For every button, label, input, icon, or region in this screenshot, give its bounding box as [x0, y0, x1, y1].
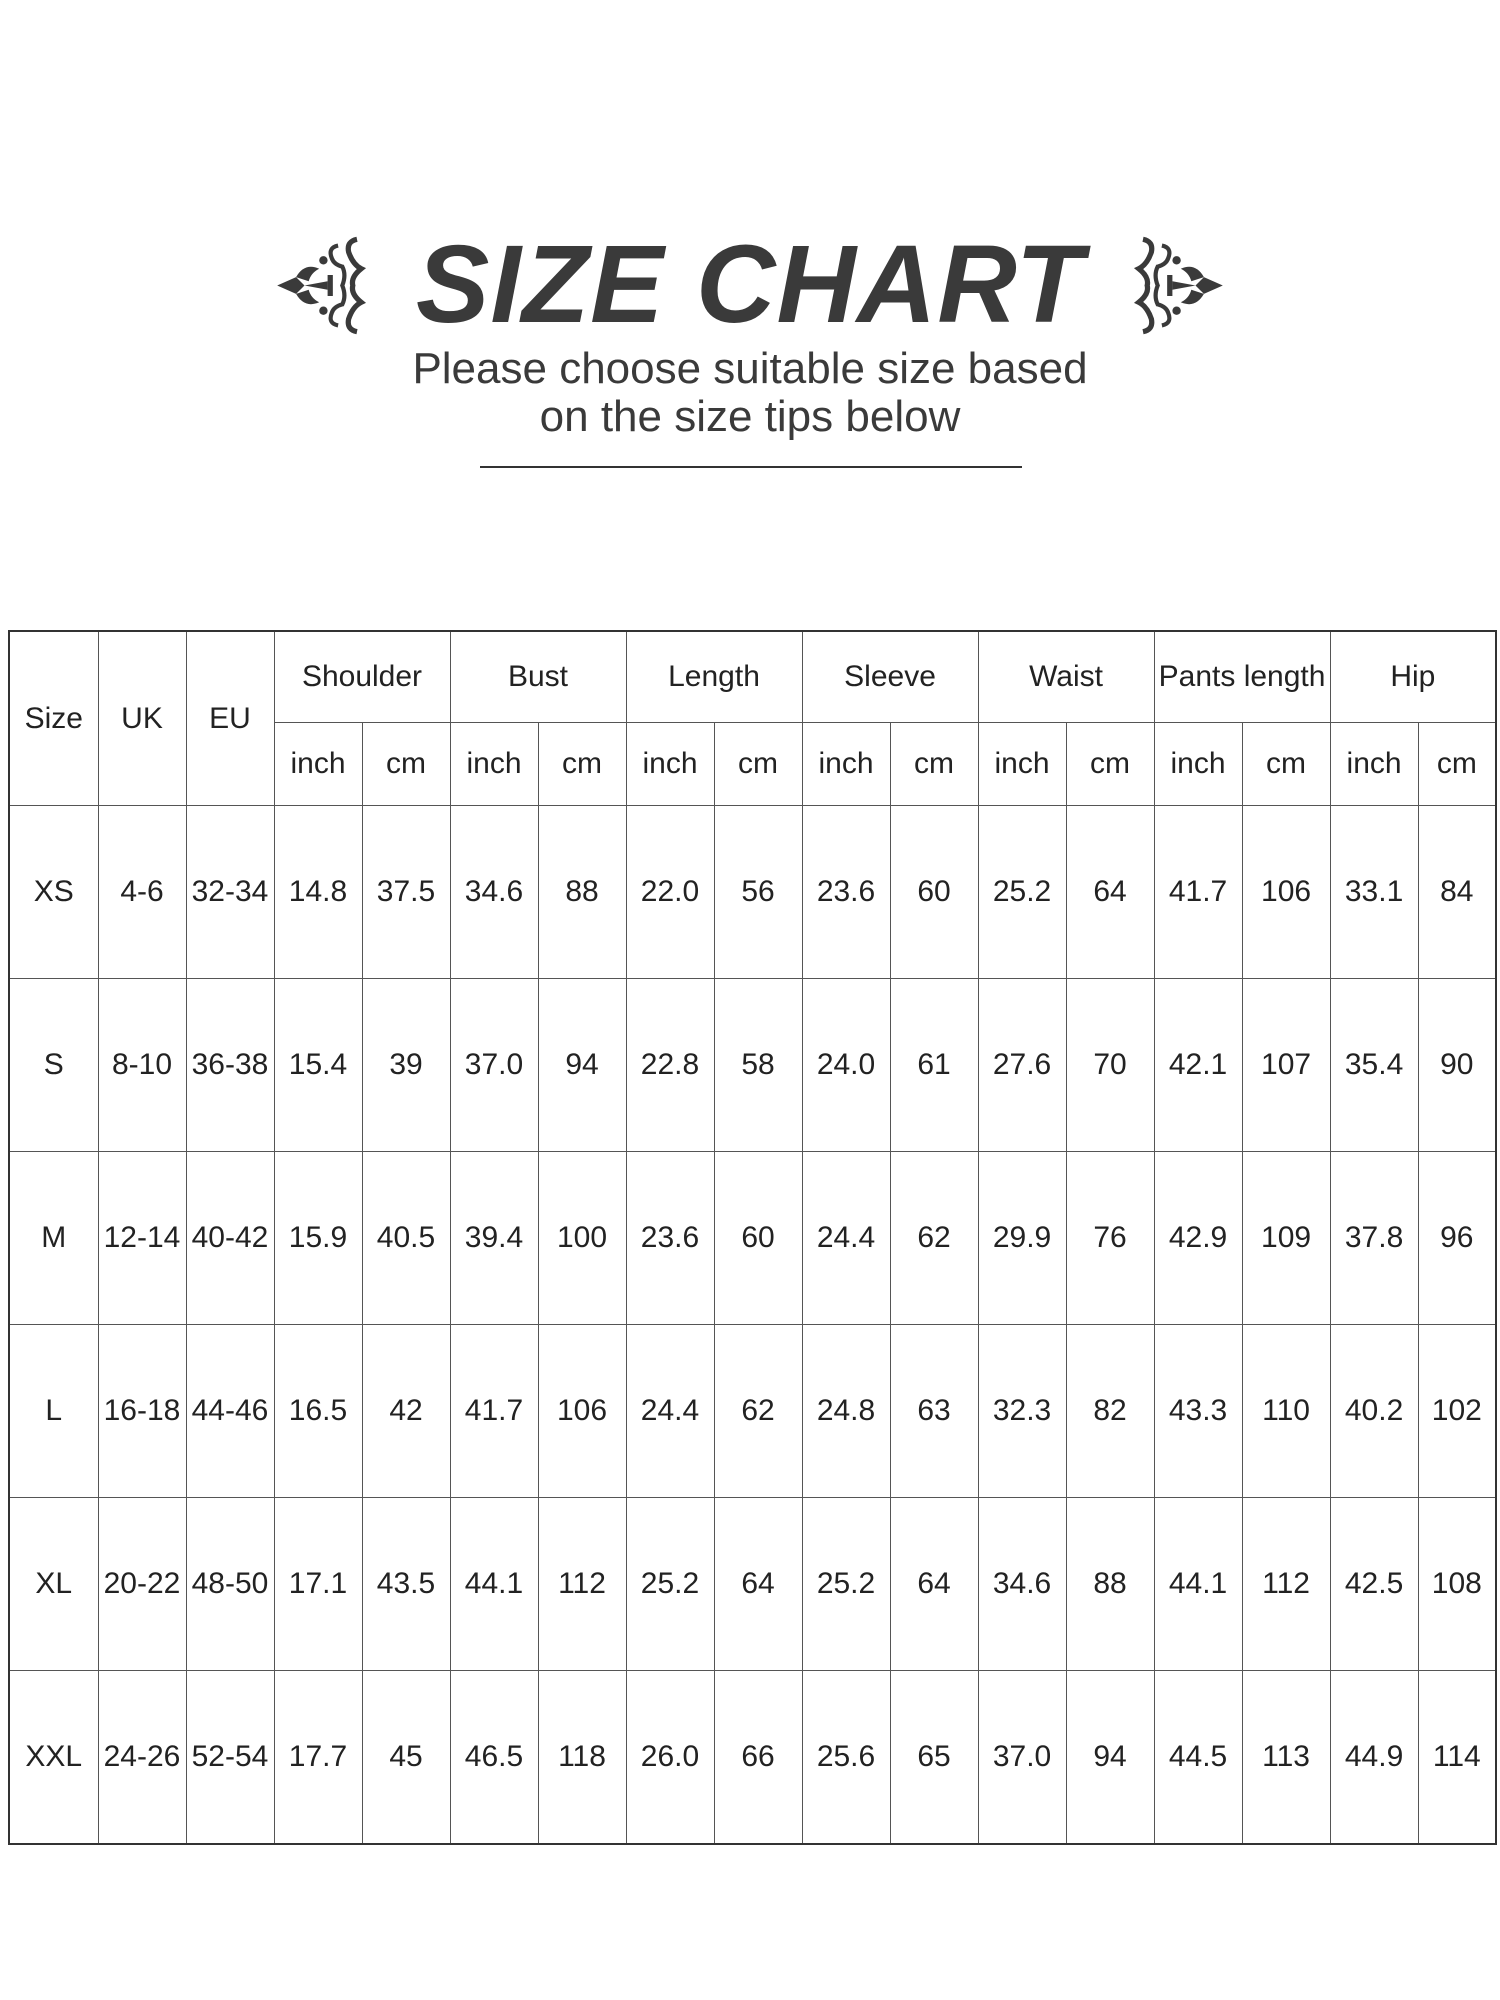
- table-cell: 118: [538, 1671, 626, 1845]
- right-ornament-icon: [1122, 233, 1227, 338]
- table-row: [9, 1671, 1496, 1845]
- table-cell: 114: [1418, 1671, 1496, 1845]
- table-cell: 33.1: [1330, 806, 1418, 979]
- unit-cm: cm: [1418, 723, 1496, 806]
- table-cell: 37.0: [978, 1671, 1066, 1845]
- table-cell: 39: [362, 979, 450, 1152]
- table-cell: 8-10: [98, 979, 186, 1152]
- unit-inch: inch: [274, 723, 362, 806]
- table-cell: 17.7: [274, 1671, 362, 1845]
- subtitle-line-2: on the size tips below: [539, 392, 961, 441]
- size-label-cell: XXL: [9, 1671, 98, 1845]
- unit-cm: cm: [362, 723, 450, 806]
- header-waist: Waist: [978, 631, 1154, 723]
- table-cell: 43.5: [362, 1498, 450, 1671]
- table-cell: 108: [1418, 1498, 1496, 1671]
- table-cell: 41.7: [1154, 806, 1242, 979]
- table-cell: 56: [714, 806, 802, 979]
- table-cell: 23.6: [802, 806, 890, 979]
- table-cell: 107: [1242, 979, 1330, 1152]
- header-hip: Hip: [1330, 631, 1496, 723]
- table-cell: 24.4: [802, 1152, 890, 1325]
- table-cell: 15.4: [274, 979, 362, 1152]
- table-cell: 110: [1242, 1325, 1330, 1498]
- table-cell: 64: [1066, 806, 1154, 979]
- table-cell: 36-38: [186, 979, 274, 1152]
- table-cell: 24.0: [802, 979, 890, 1152]
- table-cell: 4-6: [98, 806, 186, 979]
- table-cell: 46.5: [450, 1671, 538, 1845]
- header-length: Length: [626, 631, 802, 723]
- table-cell: 24-26: [98, 1671, 186, 1845]
- table-cell: 42: [362, 1325, 450, 1498]
- table-cell: 94: [538, 979, 626, 1152]
- table-cell: 27.6: [978, 979, 1066, 1152]
- table-cell: 16-18: [98, 1325, 186, 1498]
- table-cell: 34.6: [450, 806, 538, 979]
- table-cell: 24.4: [626, 1325, 714, 1498]
- table-cell: 25.2: [978, 806, 1066, 979]
- unit-cm: cm: [1066, 723, 1154, 806]
- table-cell: 42.1: [1154, 979, 1242, 1152]
- table-cell: 58: [714, 979, 802, 1152]
- table-cell: 20-22: [98, 1498, 186, 1671]
- table-cell: 60: [890, 806, 978, 979]
- table-cell: 37.0: [450, 979, 538, 1152]
- table-cell: 112: [1242, 1498, 1330, 1671]
- table-cell: 60: [714, 1152, 802, 1325]
- table-cell: 40.2: [1330, 1325, 1418, 1498]
- table-cell: 12-14: [98, 1152, 186, 1325]
- table-cell: 106: [538, 1325, 626, 1498]
- unit-inch: inch: [1154, 723, 1242, 806]
- table-cell: 43.3: [1154, 1325, 1242, 1498]
- table-row: [9, 1325, 1496, 1498]
- table-cell: 32-34: [186, 806, 274, 979]
- table-cell: 14.8: [274, 806, 362, 979]
- table-cell: 35.4: [1330, 979, 1418, 1152]
- size-label-cell: S: [9, 979, 98, 1152]
- table-cell: 23.6: [626, 1152, 714, 1325]
- unit-inch: inch: [626, 723, 714, 806]
- unit-inch: inch: [1330, 723, 1418, 806]
- table-header-row: [9, 631, 1496, 723]
- unit-cm: cm: [1242, 723, 1330, 806]
- table-cell: 22.0: [626, 806, 714, 979]
- unit-inch: inch: [978, 723, 1066, 806]
- table-cell: 25.2: [802, 1498, 890, 1671]
- table-cell: 29.9: [978, 1152, 1066, 1325]
- header-sleeve: Sleeve: [802, 631, 978, 723]
- table-cell: 40-42: [186, 1152, 274, 1325]
- table-cell: 52-54: [186, 1671, 274, 1845]
- table-row: [9, 979, 1496, 1152]
- table-cell: 26.0: [626, 1671, 714, 1845]
- table-cell: 44.1: [1154, 1498, 1242, 1671]
- table-cell: 84: [1418, 806, 1496, 979]
- table-cell: 44.9: [1330, 1671, 1418, 1845]
- table-cell: 96: [1418, 1152, 1496, 1325]
- table-cell: 76: [1066, 1152, 1154, 1325]
- subtitle: [0, 345, 1500, 441]
- table-cell: 42.9: [1154, 1152, 1242, 1325]
- table-cell: 15.9: [274, 1152, 362, 1325]
- table-cell: 22.8: [626, 979, 714, 1152]
- left-ornament-icon: [273, 233, 378, 338]
- table-cell: 61: [890, 979, 978, 1152]
- table-cell: 37.8: [1330, 1152, 1418, 1325]
- header-divider: [480, 466, 1022, 468]
- size-label-cell: L: [9, 1325, 98, 1498]
- unit-cm: cm: [714, 723, 802, 806]
- table-cell: 25.2: [626, 1498, 714, 1671]
- table-cell: 17.1: [274, 1498, 362, 1671]
- size-table: [8, 630, 1497, 1845]
- table-cell: 66: [714, 1671, 802, 1845]
- table-cell: 41.7: [450, 1325, 538, 1498]
- size-label-cell: XL: [9, 1498, 98, 1671]
- table-cell: 45: [362, 1671, 450, 1845]
- header-eu: EU: [186, 631, 274, 806]
- table-cell: 44-46: [186, 1325, 274, 1498]
- table-cell: 94: [1066, 1671, 1154, 1845]
- header-uk: UK: [98, 631, 186, 806]
- size-label-cell: M: [9, 1152, 98, 1325]
- table-cell: 44.1: [450, 1498, 538, 1671]
- unit-inch: inch: [802, 723, 890, 806]
- table-cell: 90: [1418, 979, 1496, 1152]
- table-cell: 106: [1242, 806, 1330, 979]
- table-row: [9, 1152, 1496, 1325]
- table-cell: 44.5: [1154, 1671, 1242, 1845]
- table-cell: 63: [890, 1325, 978, 1498]
- table-cell: 62: [714, 1325, 802, 1498]
- table-row: [9, 806, 1496, 979]
- table-cell: 16.5: [274, 1325, 362, 1498]
- table-cell: 112: [538, 1498, 626, 1671]
- table-cell: 62: [890, 1152, 978, 1325]
- page-title: SIZE CHART: [415, 223, 1084, 346]
- unit-cm: cm: [538, 723, 626, 806]
- subtitle-line-1: Please choose suitable size based: [412, 344, 1088, 393]
- table-cell: 88: [1066, 1498, 1154, 1671]
- table-cell: 34.6: [978, 1498, 1066, 1671]
- table-cell: 48-50: [186, 1498, 274, 1671]
- table-cell: 64: [714, 1498, 802, 1671]
- table-cell: 70: [1066, 979, 1154, 1152]
- size-label-cell: XS: [9, 806, 98, 979]
- table-cell: 88: [538, 806, 626, 979]
- unit-inch: inch: [450, 723, 538, 806]
- table-cell: 64: [890, 1498, 978, 1671]
- table-cell: 25.6: [802, 1671, 890, 1845]
- table-cell: 65: [890, 1671, 978, 1845]
- title-row: [0, 225, 1500, 345]
- table-cell: 113: [1242, 1671, 1330, 1845]
- table-cell: 37.5: [362, 806, 450, 979]
- table-cell: 42.5: [1330, 1498, 1418, 1671]
- header-shoulder: Shoulder: [274, 631, 450, 723]
- table-cell: 100: [538, 1152, 626, 1325]
- table-cell: 102: [1418, 1325, 1496, 1498]
- size-chart-header: [0, 0, 1500, 600]
- header-size: Size: [9, 631, 98, 806]
- header-pants-length: Pants length: [1154, 631, 1330, 723]
- unit-cm: cm: [890, 723, 978, 806]
- table-cell: 24.8: [802, 1325, 890, 1498]
- table-cell: 109: [1242, 1152, 1330, 1325]
- table-cell: 32.3: [978, 1325, 1066, 1498]
- table-cell: 40.5: [362, 1152, 450, 1325]
- table-cell: 82: [1066, 1325, 1154, 1498]
- table-cell: 39.4: [450, 1152, 538, 1325]
- header-bust: Bust: [450, 631, 626, 723]
- table-row: [9, 1498, 1496, 1671]
- table-body: [9, 806, 1496, 1845]
